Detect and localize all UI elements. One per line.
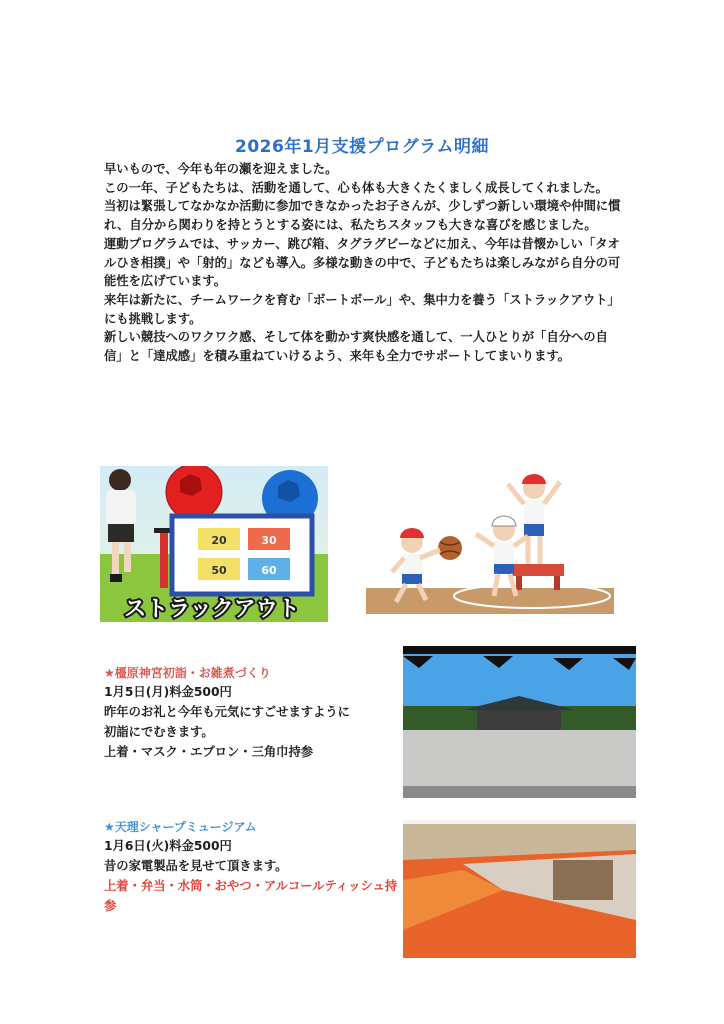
event-description: 初詣にでむきます。 xyxy=(104,725,214,739)
board-number: 60 xyxy=(261,564,277,577)
intro-paragraph: 運動プログラムでは、サッカー、跳び箱、タグラグビーなどに加え、今年は昔懐かしい「タオルひき相撲」や「射的」なども導入。多様な動きの中で、子どもたちは楽しみながら自分の可能性を広げています。 xyxy=(104,236,621,289)
struckout-image xyxy=(100,466,328,622)
event-items: 上着・弁当・水筒・おやつ・アルコールティッシュ持参 xyxy=(104,879,398,913)
event-date-fee: 1月5日(月)料金500円 xyxy=(104,685,232,699)
intro-paragraph: 新しい競技へのワクワク感、そして体を動かす爽快感を通して、一人ひとりが「自分への自信」と「達成感」を積み重ねていけるよう、来年も全力でサポートしてまいります。 xyxy=(104,330,608,364)
board-number: 30 xyxy=(261,534,277,547)
struckout-caption: ストラックアウト xyxy=(124,597,300,622)
intro-text xyxy=(104,160,624,366)
event-title: ★天理シャープミュージアム xyxy=(104,820,257,834)
event-description: 昨年のお礼と今年も元気にすごせますように xyxy=(104,705,350,719)
event-sharp-museum xyxy=(104,818,404,916)
intro-paragraph: 当初は緊張してなかなか活動に参加できなかったお子さんが、少しずつ新しい環境や仲間に慣れ、自分から関わりを持とうとする姿には、私たちスタッフも大きな喜びを感じました。 xyxy=(104,199,621,233)
board-number: 20 xyxy=(211,534,227,547)
intro-paragraph: 早いもので、今年も年の瀬を迎えました。 xyxy=(104,162,338,176)
event-title: ★橿原神宮初詣・お雑煮づくり xyxy=(104,666,271,680)
board-number: 50 xyxy=(211,564,227,577)
shrine-photo xyxy=(403,646,636,798)
event-items: 上着・マスク・エプロン・三角巾持参 xyxy=(104,745,314,759)
event-date-fee: 1月6日(火)料金500円 xyxy=(104,839,232,853)
intro-paragraph: 来年は新たに、チームワークを育む「ボートボール」や、集中力を養う「ストラックアウト」にも挑戦します。 xyxy=(104,292,620,326)
event-description: 昔の家電製品を見せて頂きます。 xyxy=(104,859,288,873)
page-title: 2026年1月支援プログラム明細 xyxy=(235,137,489,157)
museum-photo xyxy=(403,820,636,958)
event-kashihara xyxy=(104,664,394,762)
intro-paragraph: この一年、子どもたちは、活動を通して、心も体も大きくたくましく成長してくれました。 xyxy=(104,180,608,195)
ball-game-illustration xyxy=(362,468,618,618)
